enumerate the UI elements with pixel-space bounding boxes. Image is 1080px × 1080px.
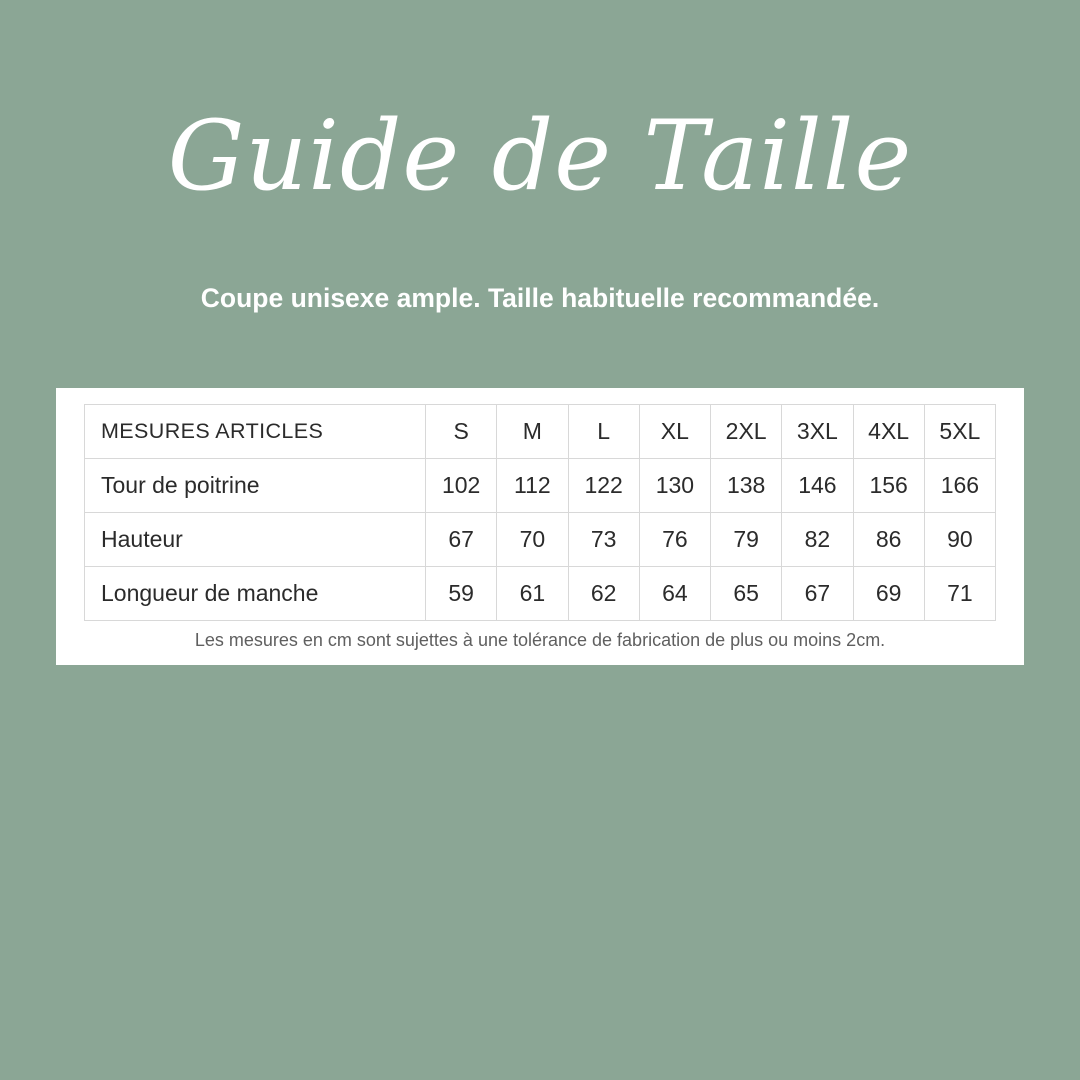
cell-value: 102: [426, 459, 497, 513]
cell-value: 156: [853, 459, 924, 513]
table-header-row: [85, 405, 996, 459]
cell-value: 65: [711, 567, 782, 621]
row-label: Tour de poitrine: [85, 459, 426, 513]
column-header-3xl: 3XL: [782, 405, 853, 459]
cell-value: 64: [639, 567, 710, 621]
cell-value: 71: [924, 567, 995, 621]
column-header-l: L: [568, 405, 639, 459]
column-header-s: S: [426, 405, 497, 459]
page-title: Guide de Taille: [167, 100, 913, 212]
column-header-2xl: 2XL: [711, 405, 782, 459]
cell-value: 82: [782, 513, 853, 567]
cell-value: 166: [924, 459, 995, 513]
cell-value: 122: [568, 459, 639, 513]
size-table-card: [56, 388, 1024, 665]
table-row: [85, 513, 996, 567]
row-label: Longueur de manche: [85, 567, 426, 621]
table-row: [85, 567, 996, 621]
cell-value: 79: [711, 513, 782, 567]
cell-value: 67: [426, 513, 497, 567]
size-table-header: [85, 405, 996, 459]
cell-value: 112: [497, 459, 568, 513]
column-header-5xl: 5XL: [924, 405, 995, 459]
column-header-measures: MESURES ARTICLES: [85, 405, 426, 459]
cell-value: 67: [782, 567, 853, 621]
cell-value: 76: [639, 513, 710, 567]
size-table: [84, 404, 996, 621]
table-note: Les mesures en cm sont sujettes à une tolérance de fabrication de plus ou moins 2cm.: [194, 630, 886, 650]
page-subtitle: Coupe unisexe ample. Taille habituelle recommandée.: [200, 283, 880, 313]
cell-value: 130: [639, 459, 710, 513]
cell-value: 62: [568, 567, 639, 621]
cell-value: 69: [853, 567, 924, 621]
cell-value: 138: [711, 459, 782, 513]
size-table-body: [85, 459, 996, 621]
cell-value: 146: [782, 459, 853, 513]
column-header-m: M: [497, 405, 568, 459]
cell-value: 90: [924, 513, 995, 567]
cell-value: 59: [426, 567, 497, 621]
cell-value: 61: [497, 567, 568, 621]
column-header-xl: XL: [639, 405, 710, 459]
cell-value: 73: [568, 513, 639, 567]
cell-value: 70: [497, 513, 568, 567]
column-header-4xl: 4XL: [853, 405, 924, 459]
table-row: [85, 459, 996, 513]
cell-value: 86: [853, 513, 924, 567]
row-label: Hauteur: [85, 513, 426, 567]
